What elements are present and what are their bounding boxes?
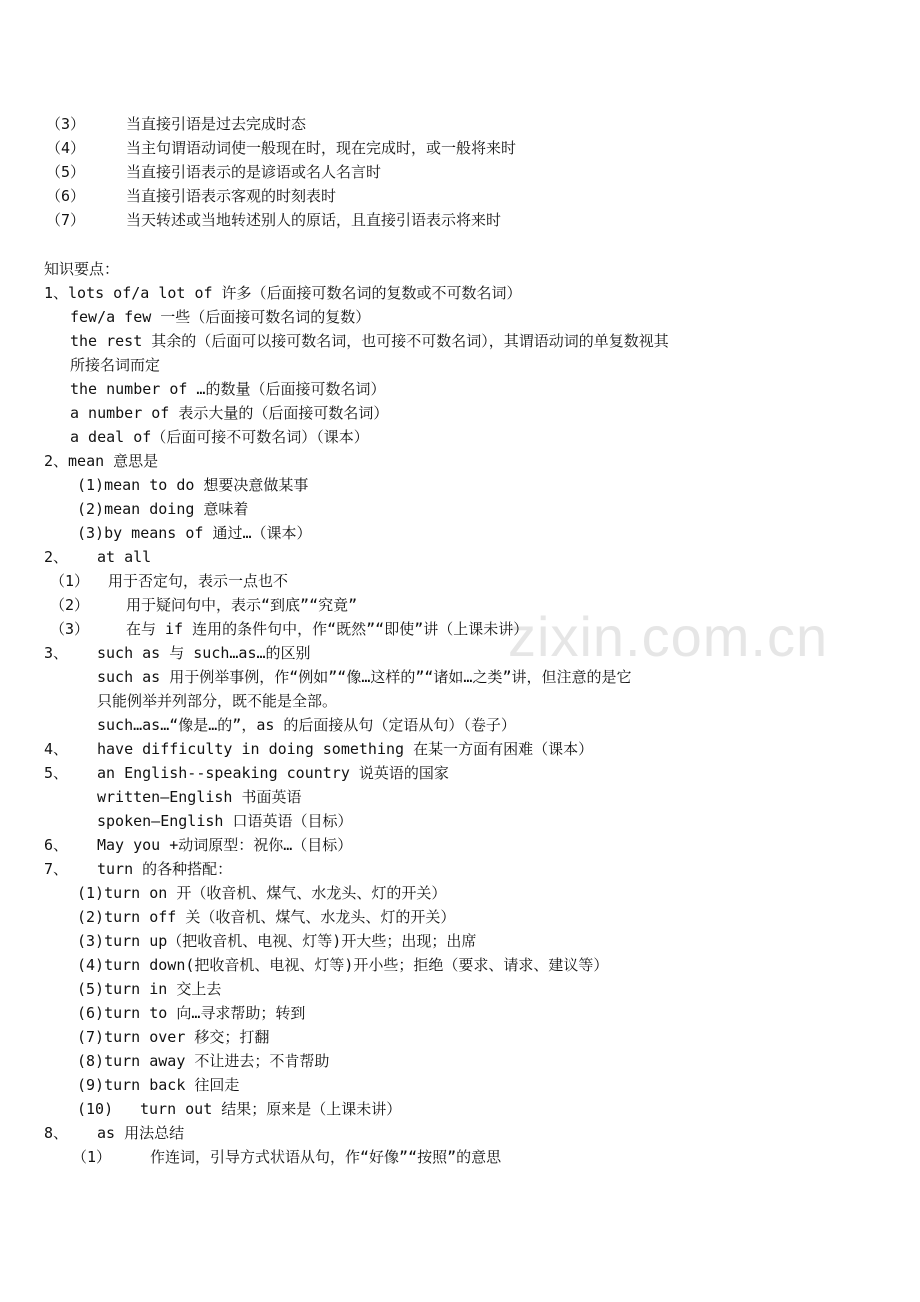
point-text: (2)mean doing 意味着 [77, 500, 249, 518]
point-text: an English--speaking country 说英语的国家 [97, 764, 449, 782]
point-text: at all [97, 548, 152, 566]
point-text: 只能例举并列部分，既不能是全部。 [97, 692, 338, 710]
point-text: written—English 书面英语 [97, 788, 302, 806]
point-text: 2、mean 意思是 [44, 452, 159, 470]
item-text: 当直接引语表示客观的时刻表时 [126, 187, 337, 205]
item-number: （5） [46, 163, 86, 181]
item-number: （6） [46, 187, 86, 205]
point-number: 7、 [44, 860, 69, 878]
item-text: 当天转述或当地转述别人的原话，且直接引语表示将来时 [126, 211, 502, 229]
item-text: 作连词，引导方式状语从句，作“好像”“按照”的意思 [150, 1148, 502, 1166]
point-text: May you +动词原型：祝你…（目标） [97, 836, 353, 854]
point-text: such as 用于例举事例，作“例如”“像…这样的”“诸如…之类”讲，但注意的是它 [97, 668, 632, 686]
item-number: （3） [50, 620, 90, 638]
item-text: (2)turn off 关（收音机、煤气、水龙头、灯的开关） [77, 908, 456, 926]
item-text: (6)turn to 向…寻求帮助；转到 [77, 1004, 306, 1022]
point-text: 所接名词而定 [70, 356, 161, 374]
item-text: 当主句谓语动词使一般现在时，现在完成时，或一般将来时 [126, 139, 517, 157]
item-text: (5)turn in 交上去 [77, 980, 222, 998]
point-text: spoken—English 口语英语（目标） [97, 812, 353, 830]
item-number: （2） [50, 596, 90, 614]
point-text: few/a few 一些（后面接可数名词的复数） [70, 308, 371, 326]
point-text: 1、lots of/a lot of 许多（后面接可数名词的复数或不可数名词） [44, 284, 522, 302]
point-text: (1)mean to do 想要决意做某事 [77, 476, 309, 494]
item-text: 在与 if 连用的条件句中，作“既然”“即使”讲（上课未讲） [126, 620, 529, 638]
point-text: such as 与 such…as…的区别 [97, 644, 311, 662]
point-number: 2、 [44, 548, 69, 566]
item-number: (10) [77, 1100, 114, 1118]
item-text: (1)turn on 开（收音机、煤气、水龙头、灯的开关） [77, 884, 447, 902]
point-number: 8、 [44, 1124, 69, 1142]
point-text: a deal of（后面可接不可数名词）（课本） [70, 428, 369, 446]
point-text: turn 的各种搭配： [97, 860, 233, 878]
point-text: (3)by means of 通过…（课本） [77, 524, 312, 542]
point-text: the number of …的数量（后面接可数名词） [70, 380, 386, 398]
point-number: 5、 [44, 764, 69, 782]
point-number: 6、 [44, 836, 69, 854]
item-number: （1） [72, 1148, 112, 1166]
item-number: （1） [50, 572, 90, 590]
point-text: as 用法总结 [97, 1124, 185, 1142]
heading-text: 知识要点： [44, 260, 120, 278]
point-text: the rest 其余的（后面可以接可数名词，也可接不可数名词），其谓语动词的单复数视其 [70, 332, 669, 350]
point-text: a number of 表示大量的（后面接可数名词） [70, 404, 389, 422]
item-text: (8)turn away 不让进去；不肯帮助 [77, 1052, 330, 1070]
item-text: 用于疑问句中，表示“到底”“究竟” [126, 596, 358, 614]
item-text: (3)turn up（把收音机、电视、灯等)开大些；出现；出席 [77, 932, 477, 950]
point-text: such…as…“像是…的”，as 的后面接从句（定语从句）（卷子） [97, 716, 516, 734]
item-text: (4)turn down(把收音机、电视、灯等)开小些；拒绝（要求、请求、建议等） [77, 956, 609, 974]
watermark: zixin.com.cn [508, 605, 829, 668]
item-number: （7） [46, 211, 86, 229]
point-number: 3、 [44, 644, 69, 662]
point-text: have difficulty in doing something 在某一方面有困难（课本） [97, 740, 594, 758]
point-number: 4、 [44, 740, 69, 758]
item-text: 用于否定句，表示一点也不 [108, 572, 289, 590]
item-text: 当直接引语是过去完成时态 [126, 115, 307, 133]
item-number: （3） [46, 115, 86, 133]
item-text: (9)turn back 往回走 [77, 1076, 240, 1094]
item-text: turn out 结果；原来是（上课未讲） [140, 1100, 402, 1118]
item-text: (7)turn over 移交；打翻 [77, 1028, 270, 1046]
item-text: 当直接引语表示的是谚语或名人名言时 [126, 163, 382, 181]
item-number: （4） [46, 139, 86, 157]
